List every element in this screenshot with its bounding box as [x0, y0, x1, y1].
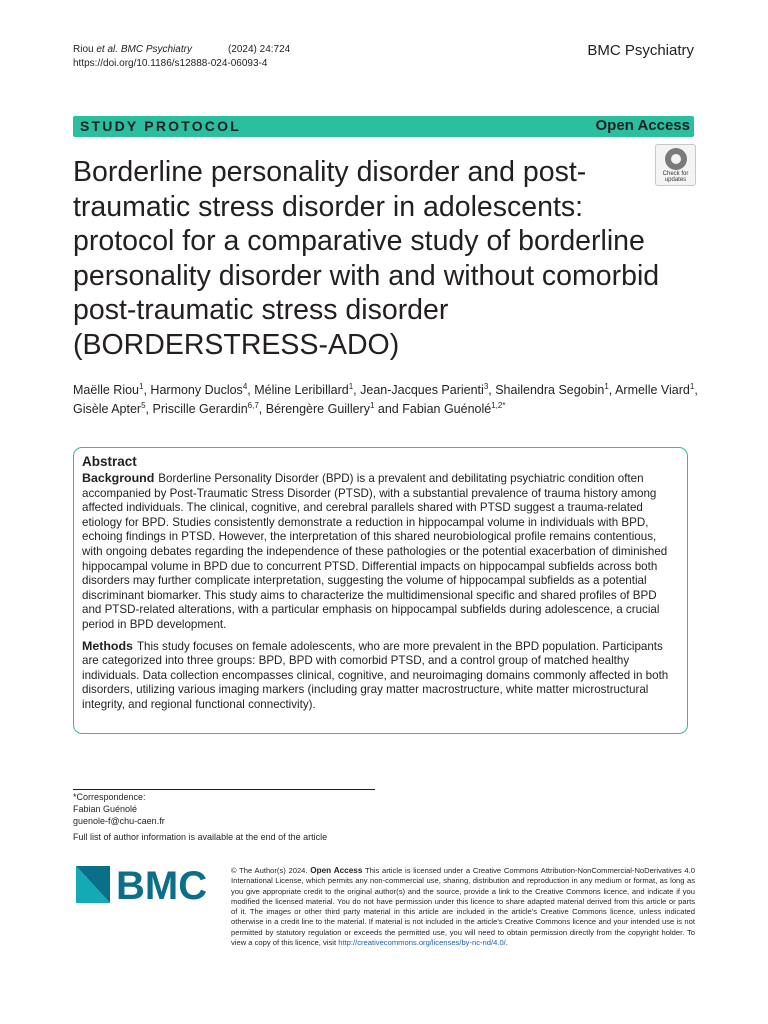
citation-authors: Riou: [73, 44, 97, 55]
author[interactable]: Méline Leribillard$^1$: [254, 381, 354, 397]
license-text: This article is licensed under a Creative Commons Attribution-NonCommercial-NoDerivatives 4.0 International License, which permits any non-commercial use, sharing, distribution and reproduction in any medium or format, as long as you give appropriate credit to the original author(s) and the source, provide a link to the Creative Commons licence, and indicate if you modified the licensed material. You do not have permission under this licence to share adapted material derived from this article or parts of it. The images or other third party material in this article are included in the article's Creative Commons licence, unless indicated otherwise in a credit line to the material. If material is not included in the article's Creative Commons licence and your intended use is not permitted by statutory regulation or exceeds the permitted use, you will need to obtain permission directly from the copyright holder. To view a copy of this licence, visit: [231, 866, 695, 948]
author[interactable]: Fabian Guénolé$^{1,2*}$: [402, 400, 506, 416]
abstract-background: [82, 471, 675, 633]
doi-link[interactable]: https://doi.org/10.1186/s12888-024-06093-4: [73, 58, 268, 69]
license-statement: © The Author(s) 2024. Open Access This article is licensed under a Creative Commons Attribution-NonCommercial-NoDerivatives 4.0 International License, which permits any non-commercial use, sharing, distribution and reproduction in any medium or format, as long as you give appropriate credit to the original author(s) and the source, provide a link to the Creative Commons licence, and indicate if you modified the licensed material. You do not have permission under this licence to share adapted material derived from this article or parts of it. The images or other third party material in this article are included in the article's Creative Commons licence, unless indicated otherwise in a credit line to the material. If material is not included in the article's Creative Commons licence and your intended use is not permitted by statutory regulation or exceeds the permitted use, you will need to obtain permission directly from the copyright holder. To view a copy of this licence, visit http://creativecommons.org/licenses/by-nc-nd/4.0/.: [231, 866, 695, 948]
bmc-logo: [76, 866, 216, 903]
abstract-methods: [82, 639, 675, 713]
author-list: Maëlle Riou$^1$, Harmony Duclos$^4$, Méline Leribillard$^1$, Jean-Jacques Parienti$^3$, Shailendra Segobin$^1$, Armelle Viard$^1$, Gisèle Apter$^5$, Priscille Gerardin$^{6,7}$, Bérengère Guillery$^1$ and Fabian Guénolé$^{1,2*}$: [73, 381, 698, 416]
article-type: STUDY PROTOCOL: [80, 118, 241, 134]
author[interactable]: Bérengère Guillery$^1$: [265, 400, 375, 416]
correspondence-name: Fabian Guénolé: [73, 804, 138, 814]
bmc-logo-text: BMC: [116, 866, 208, 903]
author[interactable]: Armelle Viard$^1$: [615, 381, 695, 397]
author[interactable]: Jean-Jacques Parienti$^3$: [360, 381, 489, 397]
citation-header: [73, 43, 290, 71]
license-open-access: Open Access: [310, 866, 363, 875]
author[interactable]: Maëlle Riou$^1$: [73, 381, 144, 397]
license-copyright: © The Author(s) 2024.: [231, 866, 308, 875]
author[interactable]: Harmony Duclos$^4$: [150, 381, 248, 397]
correspondence: [73, 791, 165, 827]
article-type-banner: [73, 116, 694, 137]
author[interactable]: Shailendra Segobin$^1$: [495, 381, 609, 397]
citation-etal: et al. BMC Psychiatry: [96, 44, 192, 55]
article-title: Borderline personality disorder and post-traumatic stress disorder in adolescents: protocol for a comparative study of borderline personality disorder with and without comorbid post-traumatic stress disorder (BORDERSTRESS-ADO): [73, 156, 660, 361]
abstract-heading: Abstract: [82, 454, 137, 469]
footnote-divider: [73, 789, 375, 790]
background-label: Background: [82, 471, 155, 485]
correspondence-email[interactable]: guenole-f@chu-caen.fr: [73, 816, 165, 826]
license-link[interactable]: http://creativecommons.org/licenses/by-nc-nd/4.0/: [338, 938, 506, 948]
author-info-note: Full list of author information is available at the end of the article: [73, 832, 328, 842]
methods-label: Methods: [82, 638, 133, 653]
check-updates-icon: [665, 148, 687, 170]
citation-volume: (2024) 24:724: [227, 44, 291, 55]
abstract-box: [73, 447, 688, 734]
journal-name: BMC Psychiatry: [587, 42, 694, 59]
author[interactable]: Priscille Gerardin$^{6,7}$: [152, 400, 259, 416]
correspondence-label: *Correspondence:: [73, 792, 146, 802]
open-access-label: Open Access: [595, 117, 690, 134]
authors-and: and: [377, 402, 399, 416]
author[interactable]: Gisèle Apter$^5$: [73, 400, 146, 416]
check-updates-label: Check for updates: [662, 171, 689, 183]
background-text: Borderline Personality Disorder (BPD) is a prevalent and debilitating psychiatric condition often accompanied by Post-Traumatic Stress Disorder (PTSD), with a substantial prevalence of trauma history among affected individuals. The clinical, cognitive, and cerebral parallels shared with PTSD suggest a trauma-related etiology for BPD. Studies consistently demonstrate a reduction in hippocampal volume in individuals with BPD, echoing findings in PTSD. However, the interpretation of this shared neurobiological profile remains contentious, with ongoing debates regarding the independence of these pathologies or the potential exacerbation of diminished hippocampal volume in BPD due to concurrent PTSD. Differential impacts on hippocampal subfields across both disorders may further complicate interpretation, suggesting the volume of hippocampal subfields as a potential discriminant biomarker. This study aims to characterize the multidimensional specific and shared profiles of BPD and PTSD-related alterations, with a particular emphasis on hippocampal subfields during adolescence, a crucial period in BPD development.: [82, 472, 668, 631]
methods-text: This study focuses on female adolescents, who are more prevalent in the BPD population. Participants are categorized into three groups: BPD, BPD with comorbid PTSD, and a control group of matched healthy individuals. Data collection encompasses clinical, cognitive, and neuroimaging domains commonly affected in both disorders, utilizing various imaging markers (including gray matter macrostructure, white matter microstructural integrity, and regional functional connectivity).: [82, 639, 669, 711]
